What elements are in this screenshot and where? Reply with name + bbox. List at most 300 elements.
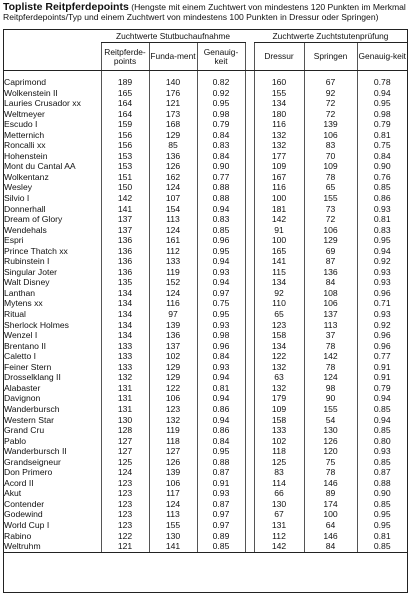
cell-genauigkeit-2: 0.96 bbox=[357, 330, 407, 341]
cell-genauigkeit-2: 0.86 bbox=[357, 193, 407, 204]
table-row bbox=[3, 109, 407, 120]
cell-name: Godewind bbox=[4, 509, 43, 520]
table-row bbox=[3, 193, 407, 204]
cell-fundament: 168 bbox=[149, 119, 197, 130]
cell-dressur: 109 bbox=[254, 161, 304, 172]
cell-reitpferdepoints: 136 bbox=[101, 267, 149, 278]
cell-springen: 54 bbox=[304, 415, 357, 426]
cell-fundament: 154 bbox=[149, 204, 197, 215]
cell-genauigkeit-2: 0.98 bbox=[357, 109, 407, 120]
cell-genauigkeit-1: 0.84 bbox=[197, 436, 245, 447]
cell-reitpferdepoints: 134 bbox=[101, 288, 149, 299]
cell-fundament: 173 bbox=[149, 109, 197, 120]
cell-name: Brentano II bbox=[4, 340, 47, 351]
cell-name: Pablo bbox=[4, 435, 26, 446]
cell-springen: 37 bbox=[304, 330, 357, 341]
col-header-fundament: Funda-ment bbox=[149, 43, 197, 71]
cell-genauigkeit-2: 0.84 bbox=[357, 151, 407, 162]
cell-dressur: 177 bbox=[254, 151, 304, 162]
cell-springen: 155 bbox=[304, 193, 357, 204]
cell-name: Lauries Crusador xx bbox=[4, 98, 81, 109]
cell-name: Espri bbox=[4, 235, 24, 246]
cell-springen: 87 bbox=[304, 256, 357, 267]
table-row bbox=[3, 383, 407, 394]
cell-springen: 126 bbox=[304, 436, 357, 447]
cell-genauigkeit-2: 0.76 bbox=[357, 172, 407, 183]
cell-fundament: 102 bbox=[149, 351, 197, 362]
cell-fundament: 140 bbox=[149, 71, 197, 88]
cell-dressur: 132 bbox=[254, 130, 304, 141]
cell-springen: 136 bbox=[304, 267, 357, 278]
cell-springen: 78 bbox=[304, 341, 357, 352]
cell-dressur: 160 bbox=[254, 71, 304, 88]
cell-name: Roncalli xx bbox=[4, 140, 46, 151]
cell-dressur: 114 bbox=[254, 478, 304, 489]
cell-genauigkeit-2: 0.79 bbox=[357, 119, 407, 130]
cell-genauigkeit-2: 0.94 bbox=[357, 393, 407, 404]
table-row bbox=[3, 531, 407, 542]
cell-dressur: 141 bbox=[254, 256, 304, 267]
cell-name: Rubinstein I bbox=[4, 256, 50, 267]
cell-fundament: 116 bbox=[149, 298, 197, 309]
cell-reitpferdepoints: 134 bbox=[101, 298, 149, 309]
table-row bbox=[3, 182, 407, 193]
cell-name: Weltmeyer bbox=[4, 108, 45, 119]
cell-genauigkeit-1: 0.93 bbox=[197, 267, 245, 278]
table-row bbox=[3, 235, 407, 246]
table-row bbox=[3, 393, 407, 404]
cell-genauigkeit-1: 0.90 bbox=[197, 161, 245, 172]
cell-genauigkeit-2: 0.85 bbox=[357, 499, 407, 510]
table-row bbox=[3, 309, 407, 320]
cell-dressur: 134 bbox=[254, 341, 304, 352]
cell-reitpferdepoints: 142 bbox=[101, 193, 149, 204]
cell-reitpferdepoints: 153 bbox=[101, 161, 149, 172]
cell-dressur: 100 bbox=[254, 235, 304, 246]
cell-fundament: 141 bbox=[149, 541, 197, 552]
cell-genauigkeit-2: 0.92 bbox=[357, 256, 407, 267]
cell-name: Mytens xx bbox=[4, 298, 43, 309]
cell-name: Rabino bbox=[4, 530, 32, 541]
cell-dressur: 180 bbox=[254, 109, 304, 120]
cell-genauigkeit-1: 0.97 bbox=[197, 520, 245, 531]
cell-fundament: 113 bbox=[149, 214, 197, 225]
cell-reitpferdepoints: 124 bbox=[101, 467, 149, 478]
table-row bbox=[3, 351, 407, 362]
cell-genauigkeit-1: 0.81 bbox=[197, 383, 245, 394]
cell-name: Metternich bbox=[4, 129, 45, 140]
group-header-zuchtstuten: Zuchtwerte Zuchtstutenprüfung bbox=[254, 29, 407, 43]
cell-fundament: 123 bbox=[149, 404, 197, 415]
cell-springen: 72 bbox=[304, 98, 357, 109]
cell-genauigkeit-1: 0.94 bbox=[197, 256, 245, 267]
cell-genauigkeit-2: 0.71 bbox=[357, 298, 407, 309]
cell-genauigkeit-2: 0.93 bbox=[357, 309, 407, 320]
cell-fundament: 132 bbox=[149, 415, 197, 426]
table-row bbox=[3, 488, 407, 499]
cell-genauigkeit-2: 0.85 bbox=[357, 457, 407, 468]
cell-name: Mont du Cantal AA bbox=[4, 161, 76, 172]
cell-fundament: 136 bbox=[149, 151, 197, 162]
col-header-dressur: Dressur bbox=[254, 43, 304, 71]
cell-genauigkeit-2: 0.85 bbox=[357, 404, 407, 415]
cell-fundament: 130 bbox=[149, 531, 197, 542]
cell-name: Wenzel I bbox=[4, 330, 38, 341]
cell-fundament: 137 bbox=[149, 341, 197, 352]
cell-dressur: 118 bbox=[254, 446, 304, 457]
cell-springen: 89 bbox=[304, 488, 357, 499]
cell-springen: 113 bbox=[304, 320, 357, 331]
cell-dressur: 181 bbox=[254, 204, 304, 215]
cell-fundament: 113 bbox=[149, 509, 197, 520]
cell-fundament: 106 bbox=[149, 478, 197, 489]
cell-name: Akut bbox=[4, 488, 22, 499]
cell-reitpferdepoints: 153 bbox=[101, 151, 149, 162]
cell-name: Wanderbursch bbox=[4, 403, 60, 414]
cell-genauigkeit-1: 0.75 bbox=[197, 298, 245, 309]
cell-dressur: 132 bbox=[254, 140, 304, 151]
title-note: (Hengste mit einem Zuchtwert von mindestens 120 Punkten im Merkmal Reitpferdepoints/Typ und einem Zuchtwert von mindestens 100 Punkten in Dressur oder Springen) bbox=[3, 2, 406, 22]
cell-springen: 174 bbox=[304, 499, 357, 510]
cell-genauigkeit-2: 0.96 bbox=[357, 341, 407, 352]
cell-genauigkeit-2: 0.92 bbox=[357, 320, 407, 331]
cell-genauigkeit-1: 0.88 bbox=[197, 182, 245, 193]
cell-springen: 64 bbox=[304, 520, 357, 531]
cell-name: Walt Disney bbox=[4, 277, 50, 288]
cell-springen: 70 bbox=[304, 151, 357, 162]
cell-name: Western Star bbox=[4, 414, 54, 425]
cell-genauigkeit-1: 0.88 bbox=[197, 193, 245, 204]
cell-reitpferdepoints: 164 bbox=[101, 109, 149, 120]
cell-name: Don Primero bbox=[4, 467, 53, 478]
cell-name: Dream of Glory bbox=[4, 214, 63, 225]
cell-name: World Cup I bbox=[4, 519, 50, 530]
cell-springen: 129 bbox=[304, 235, 357, 246]
cell-genauigkeit-2: 0.93 bbox=[357, 267, 407, 278]
cell-genauigkeit-2: 0.85 bbox=[357, 541, 407, 552]
cell-springen: 73 bbox=[304, 204, 357, 215]
table-row bbox=[3, 204, 407, 215]
cell-genauigkeit-2: 0.79 bbox=[357, 383, 407, 394]
cell-genauigkeit-1: 0.94 bbox=[197, 415, 245, 426]
cell-genauigkeit-2: 0.95 bbox=[357, 509, 407, 520]
cell-genauigkeit-2: 0.95 bbox=[357, 98, 407, 109]
group-header-stutbuch: Zuchtwerte Stutbuchaufnahme bbox=[101, 29, 245, 43]
cell-springen: 92 bbox=[304, 88, 357, 99]
cell-springen: 84 bbox=[304, 277, 357, 288]
cell-genauigkeit-1: 0.96 bbox=[197, 341, 245, 352]
cell-name: Donnerhall bbox=[4, 203, 46, 214]
cell-genauigkeit-2: 0.75 bbox=[357, 140, 407, 151]
cell-reitpferdepoints: 136 bbox=[101, 246, 149, 257]
cell-fundament: 117 bbox=[149, 488, 197, 499]
cell-fundament: 124 bbox=[149, 182, 197, 193]
cell-springen: 106 bbox=[304, 298, 357, 309]
cell-dressur: 167 bbox=[254, 172, 304, 183]
cell-springen: 69 bbox=[304, 246, 357, 257]
table-row bbox=[3, 98, 407, 109]
cell-genauigkeit-2: 0.95 bbox=[357, 235, 407, 246]
cell-name: Alabaster bbox=[4, 382, 41, 393]
cell-genauigkeit-1: 0.83 bbox=[197, 214, 245, 225]
cell-genauigkeit-2: 0.81 bbox=[357, 214, 407, 225]
table-row bbox=[3, 467, 407, 478]
cell-dressur: 65 bbox=[254, 309, 304, 320]
cell-fundament: 136 bbox=[149, 330, 197, 341]
cell-name: Contender bbox=[4, 498, 45, 509]
cell-name: Singular Joter bbox=[4, 266, 58, 277]
cell-genauigkeit-2: 0.90 bbox=[357, 161, 407, 172]
cell-fundament: 124 bbox=[149, 225, 197, 236]
table-row bbox=[3, 288, 407, 299]
cell-reitpferdepoints: 135 bbox=[101, 277, 149, 288]
col-header-springen: Springen bbox=[304, 43, 357, 71]
cell-reitpferdepoints: 137 bbox=[101, 225, 149, 236]
table-row bbox=[3, 436, 407, 447]
cell-dressur: 125 bbox=[254, 457, 304, 468]
cell-dressur: 134 bbox=[254, 277, 304, 288]
cell-springen: 83 bbox=[304, 140, 357, 151]
cell-reitpferdepoints: 137 bbox=[101, 214, 149, 225]
cell-reitpferdepoints: 123 bbox=[101, 509, 149, 520]
cell-springen: 75 bbox=[304, 457, 357, 468]
table-row bbox=[3, 161, 407, 172]
cell-genauigkeit-1: 0.77 bbox=[197, 172, 245, 183]
cell-dressur: 132 bbox=[254, 362, 304, 373]
cell-fundament: 129 bbox=[149, 362, 197, 373]
cell-fundament: 119 bbox=[149, 267, 197, 278]
cell-genauigkeit-1: 0.89 bbox=[197, 531, 245, 542]
table-row bbox=[3, 298, 407, 309]
cell-dressur: 66 bbox=[254, 488, 304, 499]
table-row bbox=[3, 214, 407, 225]
cell-genauigkeit-2: 0.88 bbox=[357, 478, 407, 489]
cell-genauigkeit-1: 0.93 bbox=[197, 362, 245, 373]
cell-reitpferdepoints: 165 bbox=[101, 88, 149, 99]
cell-springen: 106 bbox=[304, 225, 357, 236]
cell-genauigkeit-2: 0.77 bbox=[357, 351, 407, 362]
table-row bbox=[3, 478, 407, 489]
cell-genauigkeit-1: 0.82 bbox=[197, 71, 245, 88]
cell-fundament: 118 bbox=[149, 436, 197, 447]
cell-dressur: 130 bbox=[254, 499, 304, 510]
table-row bbox=[3, 267, 407, 278]
table-row bbox=[3, 88, 407, 99]
table-row bbox=[3, 457, 407, 468]
cell-name: Weltruhm bbox=[3, 541, 101, 552]
cell-genauigkeit-2: 0.85 bbox=[357, 182, 407, 193]
cell-fundament: 139 bbox=[149, 320, 197, 331]
cell-springen: 72 bbox=[304, 109, 357, 120]
cell-reitpferdepoints: 151 bbox=[101, 172, 149, 183]
table-row bbox=[3, 151, 407, 162]
cell-dressur: 123 bbox=[254, 320, 304, 331]
cell-springen: 72 bbox=[304, 214, 357, 225]
cell-fundament: 126 bbox=[149, 457, 197, 468]
cell-name: Silvio I bbox=[4, 193, 30, 204]
cell-genauigkeit-2: 0.91 bbox=[357, 362, 407, 373]
cell-reitpferdepoints: 128 bbox=[101, 425, 149, 436]
cell-reitpferdepoints: 123 bbox=[101, 478, 149, 489]
cell-dressur: 100 bbox=[254, 193, 304, 204]
col-header-reitpferdepoints: Reitpferde-points bbox=[101, 43, 149, 71]
cell-name: Davignon bbox=[4, 393, 41, 404]
cell-dressur: 132 bbox=[254, 383, 304, 394]
cell-fundament: 152 bbox=[149, 277, 197, 288]
cell-genauigkeit-1: 0.85 bbox=[197, 225, 245, 236]
cell-fundament: 124 bbox=[149, 288, 197, 299]
cell-fundament: 129 bbox=[149, 372, 197, 383]
table-row bbox=[3, 341, 407, 352]
cell-dressur: 102 bbox=[254, 436, 304, 447]
cell-reitpferdepoints: 132 bbox=[101, 372, 149, 383]
cell-dressur: 115 bbox=[254, 267, 304, 278]
cell-genauigkeit-1: 0.94 bbox=[197, 372, 245, 383]
cell-genauigkeit-2: 0.94 bbox=[357, 246, 407, 257]
cell-genauigkeit-1: 0.91 bbox=[197, 478, 245, 489]
cell-dressur: 165 bbox=[254, 246, 304, 257]
cell-fundament: 129 bbox=[149, 130, 197, 141]
cell-reitpferdepoints: 133 bbox=[101, 362, 149, 373]
cell-reitpferdepoints: 131 bbox=[101, 383, 149, 394]
table-row bbox=[3, 119, 407, 130]
cell-reitpferdepoints: 136 bbox=[101, 235, 149, 246]
cell-reitpferdepoints: 156 bbox=[101, 140, 149, 151]
cell-genauigkeit-2: 0.94 bbox=[357, 88, 407, 99]
cell-springen: 137 bbox=[304, 309, 357, 320]
cell-dressur: 133 bbox=[254, 425, 304, 436]
table-row bbox=[3, 140, 407, 151]
cell-genauigkeit-1: 0.84 bbox=[197, 130, 245, 141]
cell-genauigkeit-2: 0.93 bbox=[357, 446, 407, 457]
cell-reitpferdepoints: 156 bbox=[101, 130, 149, 141]
cell-genauigkeit-1: 0.83 bbox=[197, 140, 245, 151]
cell-genauigkeit-2: 0.90 bbox=[357, 488, 407, 499]
cell-fundament: 176 bbox=[149, 88, 197, 99]
col-header-genauigkeit-1: Genauig-keit bbox=[197, 43, 245, 71]
cell-genauigkeit-1: 0.87 bbox=[197, 499, 245, 510]
cell-fundament: 106 bbox=[149, 393, 197, 404]
cell-reitpferdepoints: 134 bbox=[101, 330, 149, 341]
cell-reitpferdepoints: 123 bbox=[101, 488, 149, 499]
table-row bbox=[3, 225, 407, 236]
cell-dressur: 109 bbox=[254, 404, 304, 415]
cell-genauigkeit-1: 0.86 bbox=[197, 425, 245, 436]
cell-reitpferdepoints: 133 bbox=[101, 341, 149, 352]
cell-name: Drosselklang II bbox=[4, 372, 61, 383]
cell-name: Wolkentanz bbox=[4, 171, 49, 182]
cell-fundament: 155 bbox=[149, 520, 197, 531]
cell-genauigkeit-2: 0.81 bbox=[357, 531, 407, 542]
cell-genauigkeit-1: 0.79 bbox=[197, 119, 245, 130]
cell-springen: 108 bbox=[304, 288, 357, 299]
cell-dressur: 142 bbox=[254, 214, 304, 225]
table-row bbox=[3, 130, 407, 141]
table-row bbox=[3, 172, 407, 183]
cell-reitpferdepoints: 130 bbox=[101, 415, 149, 426]
cell-dressur: 122 bbox=[254, 351, 304, 362]
cell-reitpferdepoints: 131 bbox=[101, 393, 149, 404]
cell-name: Wolkenstein II bbox=[4, 87, 58, 98]
cell-springen: 78 bbox=[304, 172, 357, 183]
cell-dressur: 92 bbox=[254, 288, 304, 299]
cell-genauigkeit-1: 0.84 bbox=[197, 351, 245, 362]
cell-reitpferdepoints: 133 bbox=[101, 351, 149, 362]
table-row bbox=[3, 446, 407, 457]
cell-reitpferdepoints: 127 bbox=[101, 436, 149, 447]
cell-genauigkeit-1: 0.92 bbox=[197, 88, 245, 99]
cell-dressur: 134 bbox=[254, 98, 304, 109]
cell-reitpferdepoints: 134 bbox=[101, 309, 149, 320]
table-row bbox=[3, 372, 407, 383]
cell-genauigkeit-2: 0.91 bbox=[357, 372, 407, 383]
cell-name: Caprimond bbox=[4, 77, 47, 87]
cell-name: Acord II bbox=[4, 477, 34, 488]
cell-fundament: 161 bbox=[149, 235, 197, 246]
cell-name: Grandseigneur bbox=[4, 456, 61, 467]
cell-genauigkeit-1: 0.87 bbox=[197, 467, 245, 478]
cell-name: Prince Thatch xx bbox=[4, 245, 68, 256]
cell-genauigkeit-1: 0.95 bbox=[197, 246, 245, 257]
cell-genauigkeit-1: 0.98 bbox=[197, 109, 245, 120]
cell-springen: 109 bbox=[304, 161, 357, 172]
cell-genauigkeit-1: 0.94 bbox=[197, 277, 245, 288]
cell-reitpferdepoints: 122 bbox=[101, 531, 149, 542]
cell-dressur: 67 bbox=[254, 509, 304, 520]
cell-springen: 67 bbox=[304, 71, 357, 88]
cell-springen: 142 bbox=[304, 351, 357, 362]
cell-genauigkeit-1: 0.94 bbox=[197, 204, 245, 215]
cell-reitpferdepoints: 189 bbox=[101, 71, 149, 88]
table-row bbox=[3, 425, 407, 436]
cell-dressur: 116 bbox=[254, 119, 304, 130]
cell-genauigkeit-1: 0.95 bbox=[197, 98, 245, 109]
cell-genauigkeit-1: 0.85 bbox=[197, 541, 245, 552]
cell-genauigkeit-2: 0.93 bbox=[357, 277, 407, 288]
table-row bbox=[3, 330, 407, 341]
cell-genauigkeit-1: 0.88 bbox=[197, 457, 245, 468]
cell-name: Grand Cru bbox=[4, 425, 45, 436]
cell-springen: 90 bbox=[304, 393, 357, 404]
cell-name: Caletto I bbox=[4, 351, 37, 362]
cell-reitpferdepoints: 131 bbox=[101, 404, 149, 415]
cell-springen: 130 bbox=[304, 425, 357, 436]
cell-genauigkeit-2: 0.78 bbox=[357, 71, 407, 88]
cell-dressur: 83 bbox=[254, 467, 304, 478]
cell-genauigkeit-2: 0.83 bbox=[357, 225, 407, 236]
cell-reitpferdepoints: 121 bbox=[101, 541, 149, 552]
cell-fundament: 122 bbox=[149, 383, 197, 394]
cell-dressur: 110 bbox=[254, 298, 304, 309]
cell-springen: 78 bbox=[304, 467, 357, 478]
table-row bbox=[3, 362, 407, 373]
cell-dressur: 116 bbox=[254, 182, 304, 193]
table-row bbox=[3, 541, 407, 552]
cell-name: Sherlock Holmes bbox=[4, 319, 69, 330]
cell-fundament: 124 bbox=[149, 499, 197, 510]
cell-genauigkeit-1: 0.86 bbox=[197, 404, 245, 415]
cell-springen: 100 bbox=[304, 509, 357, 520]
stallion-ranking-table bbox=[3, 29, 407, 553]
cell-dressur: 142 bbox=[254, 541, 304, 552]
cell-fundament: 162 bbox=[149, 172, 197, 183]
cell-reitpferdepoints: 159 bbox=[101, 119, 149, 130]
cell-dressur: 158 bbox=[254, 415, 304, 426]
cell-name: Feiner Stern bbox=[4, 361, 52, 372]
cell-genauigkeit-1: 0.96 bbox=[197, 235, 245, 246]
page-title bbox=[3, 2, 407, 22]
table-row bbox=[3, 246, 407, 257]
